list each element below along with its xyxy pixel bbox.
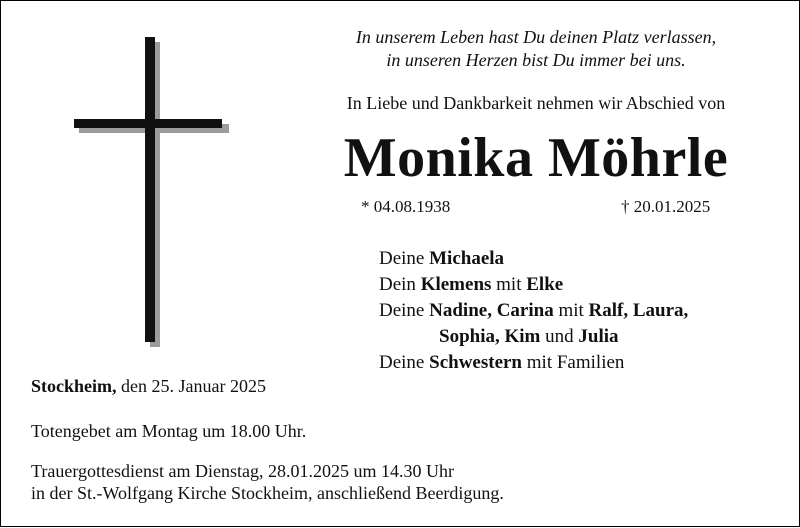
- family-name: Schwestern: [429, 352, 523, 373]
- family-row: [379, 350, 688, 376]
- family-connector: mit: [553, 300, 589, 321]
- service-line-2: in der St.-Wolfgang Kirche Stockheim, anschließend Beerdigung.: [31, 483, 504, 503]
- family-prefix: Dein: [379, 274, 421, 295]
- service-line-1: Trauergottesdienst am Dienstag, 28.01.2025 um 14.30 Uhr: [31, 461, 454, 481]
- memorial-quote: [301, 26, 771, 72]
- family-name: Nadine, Carina: [429, 300, 554, 321]
- family-name: Klemens: [420, 274, 492, 295]
- place: Stockheim,: [31, 376, 117, 396]
- place-date-line: [31, 375, 266, 397]
- family-name: Elke: [526, 274, 564, 295]
- family-row: [379, 272, 688, 298]
- funeral-service-info: [31, 460, 504, 504]
- quote-line-1: In unserem Leben hast Du deinen Platz verlassen,: [355, 27, 717, 47]
- quote-line-2: in unseren Herzen bist Du immer bei uns.: [386, 50, 686, 70]
- deceased-name: Monika Möhrle: [343, 127, 729, 189]
- family-connector: und: [540, 326, 579, 347]
- death-date: † 20.01.2025: [621, 197, 711, 216]
- family-suffix: mit Familien: [522, 352, 625, 373]
- farewell-line: In Liebe und Dankbarkeit nehmen wir Abschied von: [346, 93, 726, 113]
- date: den 25. Januar 2025: [116, 376, 266, 396]
- family-prefix: Deine: [379, 248, 430, 269]
- family-prefix: Deine: [379, 352, 430, 373]
- family-name: Michaela: [429, 248, 505, 269]
- family-prefix: Deine: [379, 300, 430, 321]
- family-name: Sophia, Kim: [439, 326, 541, 347]
- family-connector: mit: [491, 274, 527, 295]
- family-row: [379, 324, 688, 350]
- prayer-info: Totengebet am Montag um 18.00 Uhr.: [31, 421, 307, 441]
- family-name: Ralf, Laura,: [588, 300, 689, 321]
- family-row: [379, 298, 688, 324]
- family-list: [379, 246, 688, 376]
- birth-date: * 04.08.1938: [361, 197, 451, 216]
- family-name: Julia: [578, 326, 619, 347]
- family-row: [379, 246, 688, 272]
